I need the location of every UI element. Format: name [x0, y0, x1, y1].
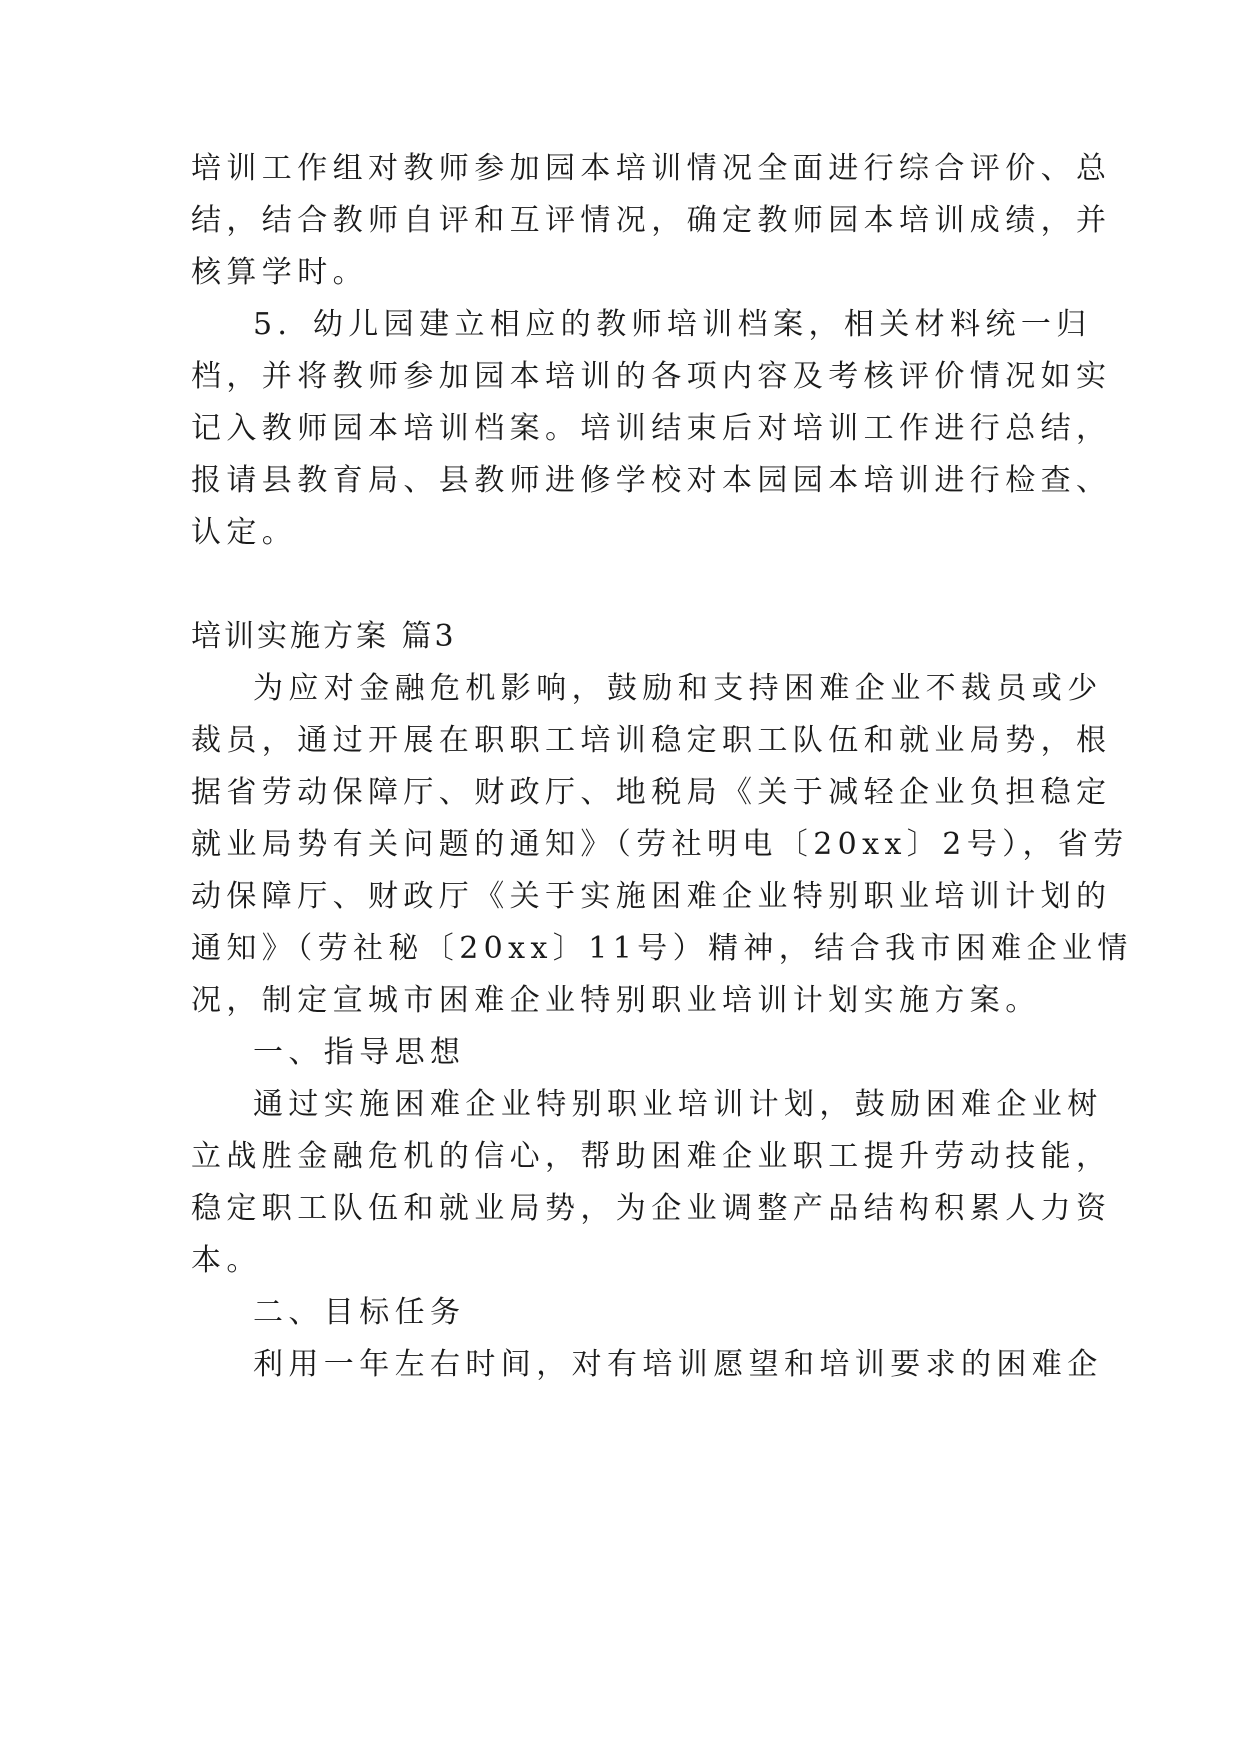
paragraph-line: 通知》（劳社秘〔20xx〕11号）精神，结合我市困难企业情 [191, 931, 1133, 966]
paragraph-line: 记入教师园本培训档案。培训结束后对培训工作进行总结， [191, 411, 1112, 446]
paragraph-line: 核算学时。 [191, 255, 368, 290]
paragraph-line: 为应对金融危机影响，鼓励和支持困难企业不裁员或少 [253, 671, 1103, 706]
paragraph-line: 通过实施困难企业特别职业培训计划，鼓励困难企业树 [253, 1087, 1103, 1122]
paragraph-line: 动保障厅、财政厅《关于实施困难企业特别职业培训计划的 [191, 879, 1112, 914]
paragraph-line: 认定。 [191, 515, 298, 550]
section-heading: 培训实施方案 篇3 [191, 619, 457, 654]
paragraph-line: 5．幼儿园建立相应的教师培训档案，相关材料统一归 [253, 307, 1092, 342]
paragraph-line: 况，制定宣城市困难企业特别职业培训计划实施方案。 [191, 983, 1041, 1018]
paragraph-line: 立战胜金融危机的信心，帮助困难企业职工提升劳动技能， [191, 1139, 1112, 1174]
paragraph-line: 利用一年左右时间，对有培训愿望和培训要求的困难企 [253, 1347, 1103, 1382]
paragraph-line: 稳定职工队伍和就业局势，为企业调整产品结构积累人力资 [191, 1191, 1112, 1226]
paragraph-line: 就业局势有关问题的通知》（劳社明电〔20xx〕2号），省劳 [191, 827, 1129, 862]
paragraph-line: 据省劳动保障厅、财政厅、地税局《关于减轻企业负担稳定 [191, 775, 1112, 810]
paragraph-line: 报请县教育局、县教师进修学校对本园园本培训进行检查、 [191, 463, 1112, 498]
paragraph-line: 裁员，通过开展在职职工培训稳定职工队伍和就业局势，根 [191, 723, 1112, 758]
paragraph-line: 档，并将教师参加园本培训的各项内容及考核评价情况如实 [191, 359, 1112, 394]
section-heading: 二、目标任务 [253, 1295, 466, 1330]
paragraph-line: 本。 [191, 1243, 262, 1278]
section-heading: 一、指导思想 [253, 1035, 466, 1070]
paragraph-line: 培训工作组对教师参加园本培训情况全面进行综合评价、总 [191, 151, 1112, 186]
paragraph-line: 结，结合教师自评和互评情况，确定教师园本培训成绩，并 [191, 203, 1112, 238]
